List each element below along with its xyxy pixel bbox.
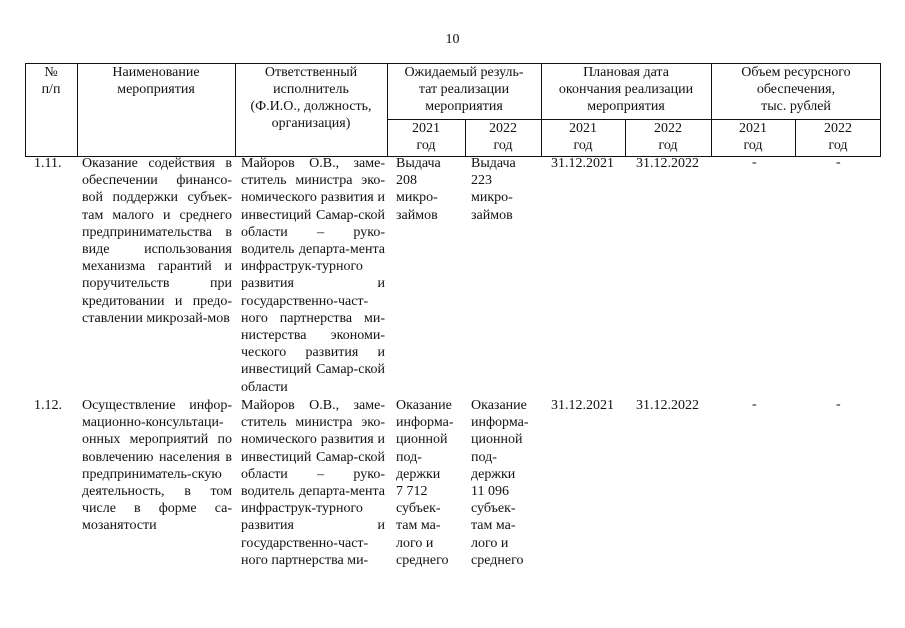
- table-header: [25, 63, 881, 157]
- row-resources-2022: -: [836, 397, 841, 412]
- header-expected-result: Ожидаемый резуль- тат реализации мероприятия: [404, 65, 524, 114]
- header-resources: Объем ресурсного обеспечения, тыс. рублей: [741, 65, 851, 114]
- page-number: 10: [445, 32, 460, 47]
- row-result-2021: Оказание информа- ционной под- держки 7 712 субъек- там ма- лого и среднего: [396, 398, 454, 568]
- header-year: 2021 год: [412, 121, 440, 153]
- row-result-2022: Оказание информа- ционной под- держки 11 096 субъек- там ма- лого и среднего: [471, 398, 529, 568]
- header-year: 2022 год: [489, 121, 517, 153]
- row-date-2022: 31.12.2022: [636, 156, 699, 171]
- header-year: 2021 год: [569, 121, 597, 153]
- row-date-2021: 31.12.2021: [551, 156, 614, 171]
- row-date-2021: 31.12.2021: [551, 398, 614, 413]
- header-executor: Ответственный исполнитель (Ф.И.О., должность, организация): [250, 65, 372, 131]
- header-name: Наименование мероприятия: [112, 65, 200, 97]
- header-number: № п/п: [41, 65, 61, 97]
- header-year: 2022 год: [654, 121, 682, 153]
- row-date-2022: 31.12.2022: [636, 398, 699, 413]
- row-number: 1.12.: [34, 398, 62, 413]
- row-resources-2021: -: [752, 397, 757, 412]
- row-number: 1.11.: [34, 156, 62, 171]
- row-result-2021: Выдача 208 микро- займов: [396, 156, 441, 223]
- header-year: 2021 год: [739, 121, 767, 153]
- row-executor: Майоров О.В., заме-ститель министра эко-номического развития и инвестиций Самар-ской области – руко-водитель департа-мента инфраструк-турного развития и государственно-част-ного партнерства ми-нистерства экономи-ческого развития и инвестиций Самар-ской области: [241, 156, 385, 395]
- row-name: Осуществление инфор-мационно-консультаци-онных мероприятий по вовлечению населения в предприниматель-скую деятельность, в том числе в форме са-мозанятости: [82, 398, 232, 534]
- header-planned-date: Плановая дата окончания реализации мероприятия: [558, 65, 694, 114]
- row-executor: Майоров О.В., заме-ститель министра эко-номического развития и инвестиций Самар-ской области – руко-водитель департа-мента инфраструк-турного развития и государственно-част-ного партнерства ми-: [241, 398, 385, 568]
- row-resources-2021: -: [752, 155, 757, 170]
- row-result-2022: Выдача 223 микро- займов: [471, 156, 516, 223]
- row-resources-2022: -: [836, 155, 841, 170]
- header-year: 2022 год: [824, 121, 852, 153]
- row-name: Оказание содействия в обеспечении финансо-вой поддержки субъек-там малого и среднего предпринимательства в виде использования механизма гарантий и поручительств при кредитовании и предо-ставлении микрозай-мов: [82, 156, 232, 326]
